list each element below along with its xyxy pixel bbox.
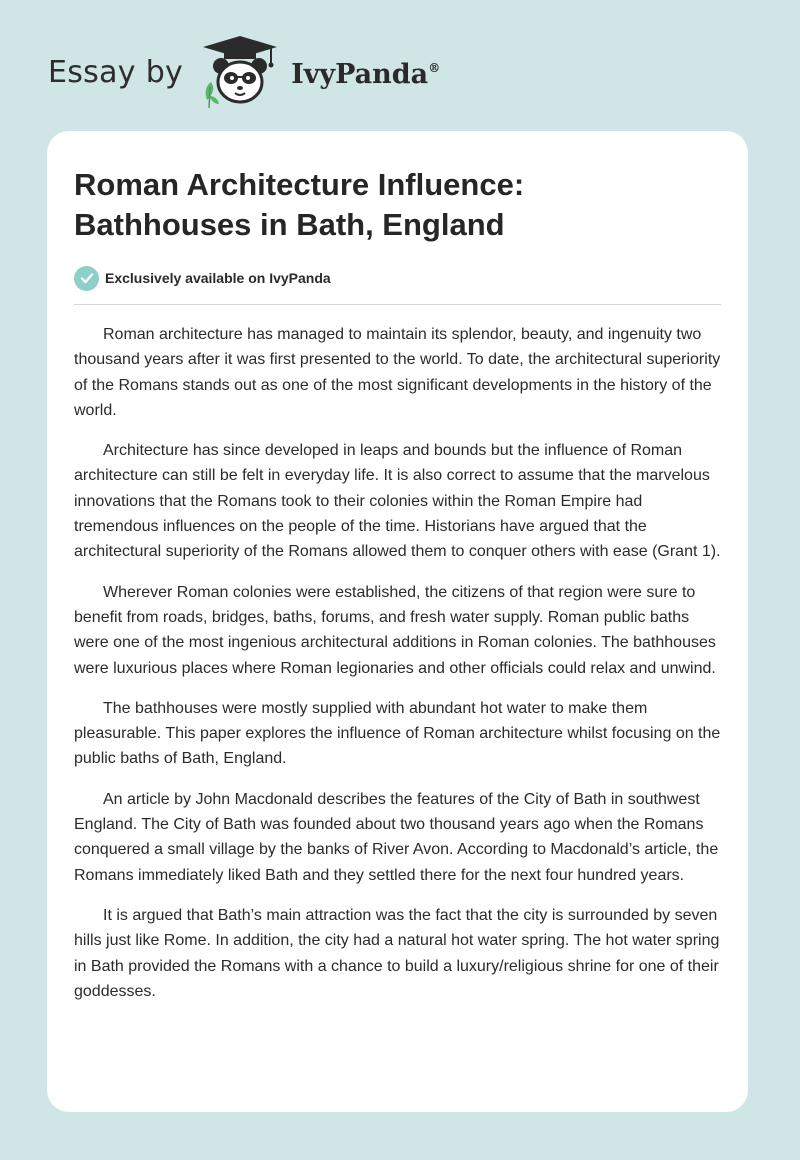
title-line-2: Bathhouses in Bath, England <box>74 207 505 242</box>
essay-by-label: Essay by <box>48 54 184 90</box>
essay-card <box>47 131 748 1112</box>
paragraph: Wherever Roman colonies were established, the citizens of that region were sure to benefit from roads, bridges, baths, forums, and fresh water supply. Roman public baths were one of the most ingenious architectural additions in Roman colonies. The bathhouses were luxurious places where Roman legionaries and other officials could relax and unwind. <box>74 583 716 677</box>
check-icon <box>74 266 99 291</box>
registered-mark: ® <box>428 60 441 75</box>
exclusive-label: Exclusively available on IvyPanda <box>105 270 331 286</box>
paragraph: Architecture has since developed in leaps and bounds but the influence of Roman architecture can still be felt in everyday life. It is also correct to assume that the marvelous innovations that the Romans took to their colonies within the Roman Empire had tremendous influences on the people of the time. Historians have argued that the architectural superiority of the Romans allowed them to conquer others with ease (Grant 1). <box>74 442 721 561</box>
title-line-1: Roman Architecture Influence: <box>74 167 525 202</box>
paragraph: It is argued that Bath’s main attraction was the fact that the city is surrounded by seven hills just like Rome. In addition, the city had a natural hot water spring. The hot water spring in Bath provided the Romans with a chance to build a luxury/religious shrine for one of their goddesses. <box>74 906 720 1000</box>
paragraph: An article by John Macdonald describes the features of the City of Bath in southwest England. The City of Bath was founded about two thousand years ago when the Romans conquered a small village by the banks of River Avon. According to Macdonald’s article, the Romans immediately liked Bath and they settled there for the next four hundred years. <box>74 790 719 884</box>
essay-body <box>74 322 721 1004</box>
page-title <box>74 165 721 245</box>
site-header <box>48 30 440 110</box>
paragraph: The bathhouses were mostly supplied with abundant hot water to make them pleasurable. This paper explores the influence of Roman architecture whilst focusing on the public baths of Bath, England. <box>74 699 721 768</box>
divider <box>74 304 721 305</box>
brand-name[interactable] <box>291 59 440 90</box>
paragraph: Roman architecture has managed to maintain its splendor, beauty, and ingenuity two thousand years after it was first presented to the world. To date, the architectural superiority of the Romans stands out as one of the most significant developments in the history of the world. <box>74 326 721 419</box>
exclusive-badge <box>74 265 721 291</box>
panda-graduate-logo-icon[interactable] <box>197 30 283 110</box>
brand-name-text: IvyPanda <box>291 58 429 90</box>
